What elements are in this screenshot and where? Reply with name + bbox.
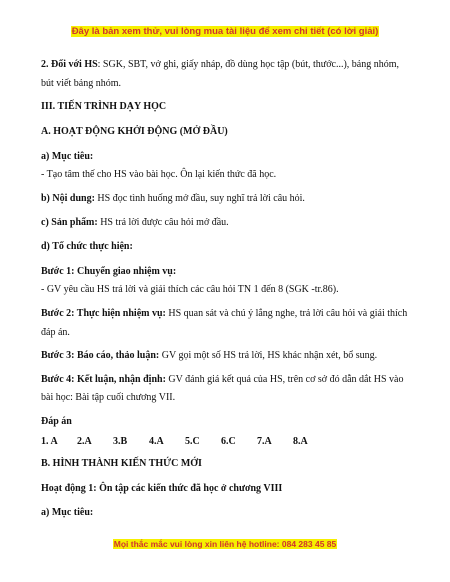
- answer-item: 6.C: [221, 436, 236, 447]
- paragraph-doi-voi-hs: [41, 56, 413, 74]
- buoc2-text2: đáp án.: [41, 327, 70, 338]
- doi-voi-hs-text: : SGK, SBT, vở ghi, giấy nháp, đồ dùng học tập (bút, thước...), bảng nhóm,: [97, 59, 399, 70]
- muc-tieu-b-heading: [41, 504, 413, 522]
- to-chuc-heading-text: d) Tổ chức thực hiện:: [41, 241, 133, 252]
- answer-item: 5.C: [185, 436, 200, 447]
- muc-tieu-text-span: - Tạo tâm thế cho HS vào bài học. Ôn lại kiến thức đã học.: [41, 169, 277, 180]
- noi-dung: [41, 190, 413, 208]
- hotline-banner-text: Mọi thắc mắc vui lòng xin liên hệ hotline: 084 283 45 85: [113, 539, 337, 549]
- heading-hinh-thanh: [41, 455, 413, 473]
- heading-khoi-dong-text: A. HOẠT ĐỘNG KHỞI ĐỘNG (MỞ ĐẦU): [41, 126, 228, 137]
- muc-tieu-heading: [41, 148, 413, 166]
- muc-tieu-text: [41, 166, 413, 184]
- answer-item: 4.A: [149, 436, 164, 447]
- san-pham-label: c) Sản phẩm:: [41, 217, 98, 228]
- buoc4: [41, 371, 413, 389]
- answer-item: 1. A: [41, 436, 58, 447]
- to-chuc-heading: [41, 238, 413, 256]
- buoc3: [41, 347, 413, 365]
- hotline-banner: [0, 534, 450, 552]
- doi-voi-hs-text2: bút viết bảng nhóm.: [41, 78, 121, 89]
- buoc2-label: Bước 2: Thực hiện nhiệm vụ:: [41, 308, 166, 319]
- dap-an-heading-text: Đáp án: [41, 416, 72, 427]
- buoc1-text-span: - GV yêu cầu HS trả lời và giải thích các câu hỏi TN 1 đến 8 (SGK -tr.86).: [41, 284, 339, 295]
- answer-item: 7.A: [257, 436, 272, 447]
- heading-khoi-dong: [41, 123, 413, 141]
- buoc2-text: HS quan sát và chú ý lắng nghe, trả lời câu hỏi và giải thích: [165, 308, 408, 319]
- buoc4-label: Bước 4: Kết luận, nhận định:: [41, 374, 166, 385]
- muc-tieu-heading-text: a) Mục tiêu:: [41, 151, 94, 162]
- doi-voi-hs-label: 2. Đối với HS: [41, 59, 98, 70]
- san-pham-text: HS trả lời được câu hỏi mở đầu.: [97, 217, 229, 228]
- buoc1-heading: [41, 263, 413, 281]
- noi-dung-label: b) Nội dung:: [41, 193, 95, 204]
- buoc1-label: Bước 1: Chuyển giao nhiệm vụ:: [41, 266, 177, 277]
- answer-item: 8.A: [293, 436, 308, 447]
- answer-item: 3.B: [113, 436, 128, 447]
- dap-an-heading: [41, 413, 413, 431]
- preview-banner: [0, 21, 450, 39]
- buoc3-text: GV gọi một số HS trả lời, HS khác nhận xét, bổ sung.: [159, 350, 378, 361]
- buoc4-text2: bài học: Bài tập cuối chương VII.: [41, 392, 176, 403]
- heading-tien-trinh: [41, 98, 413, 116]
- buoc2-cont: [41, 324, 413, 342]
- answer-item: 2.A: [77, 436, 92, 447]
- buoc4-text: GV đánh giá kết quả của HS, trên cơ sở đó dẫn dắt HS vào: [165, 374, 404, 385]
- hoat-dong1-text: Ôn tập các kiến thức đã học ở chương VIII: [96, 483, 283, 494]
- buoc3-label: Bước 3: Báo cáo, thảo luận:: [41, 350, 160, 361]
- heading-hinh-thanh-text: B. HÌNH THÀNH KIẾN THỨC MỚI: [41, 458, 202, 469]
- heading-tien-trinh-text: III. TIẾN TRÌNH DẠY HỌC: [41, 101, 167, 112]
- muc-tieu-b-heading-text: a) Mục tiêu:: [41, 507, 94, 518]
- preview-banner-text: Đây là bản xem thử, vui lòng mua tài liệu để xem chi tiết (có lời giải): [71, 26, 379, 37]
- buoc1-text: [41, 281, 413, 299]
- hoat-dong1: [41, 480, 413, 498]
- buoc2: [41, 305, 413, 323]
- buoc4-cont: [41, 389, 413, 407]
- paragraph-doi-voi-hs-cont: [41, 75, 413, 93]
- hoat-dong1-label: Hoạt động 1:: [41, 483, 97, 494]
- san-pham: [41, 214, 413, 232]
- noi-dung-text: HS đọc tình huống mở đầu, suy nghĩ trả lời câu hỏi.: [94, 193, 305, 204]
